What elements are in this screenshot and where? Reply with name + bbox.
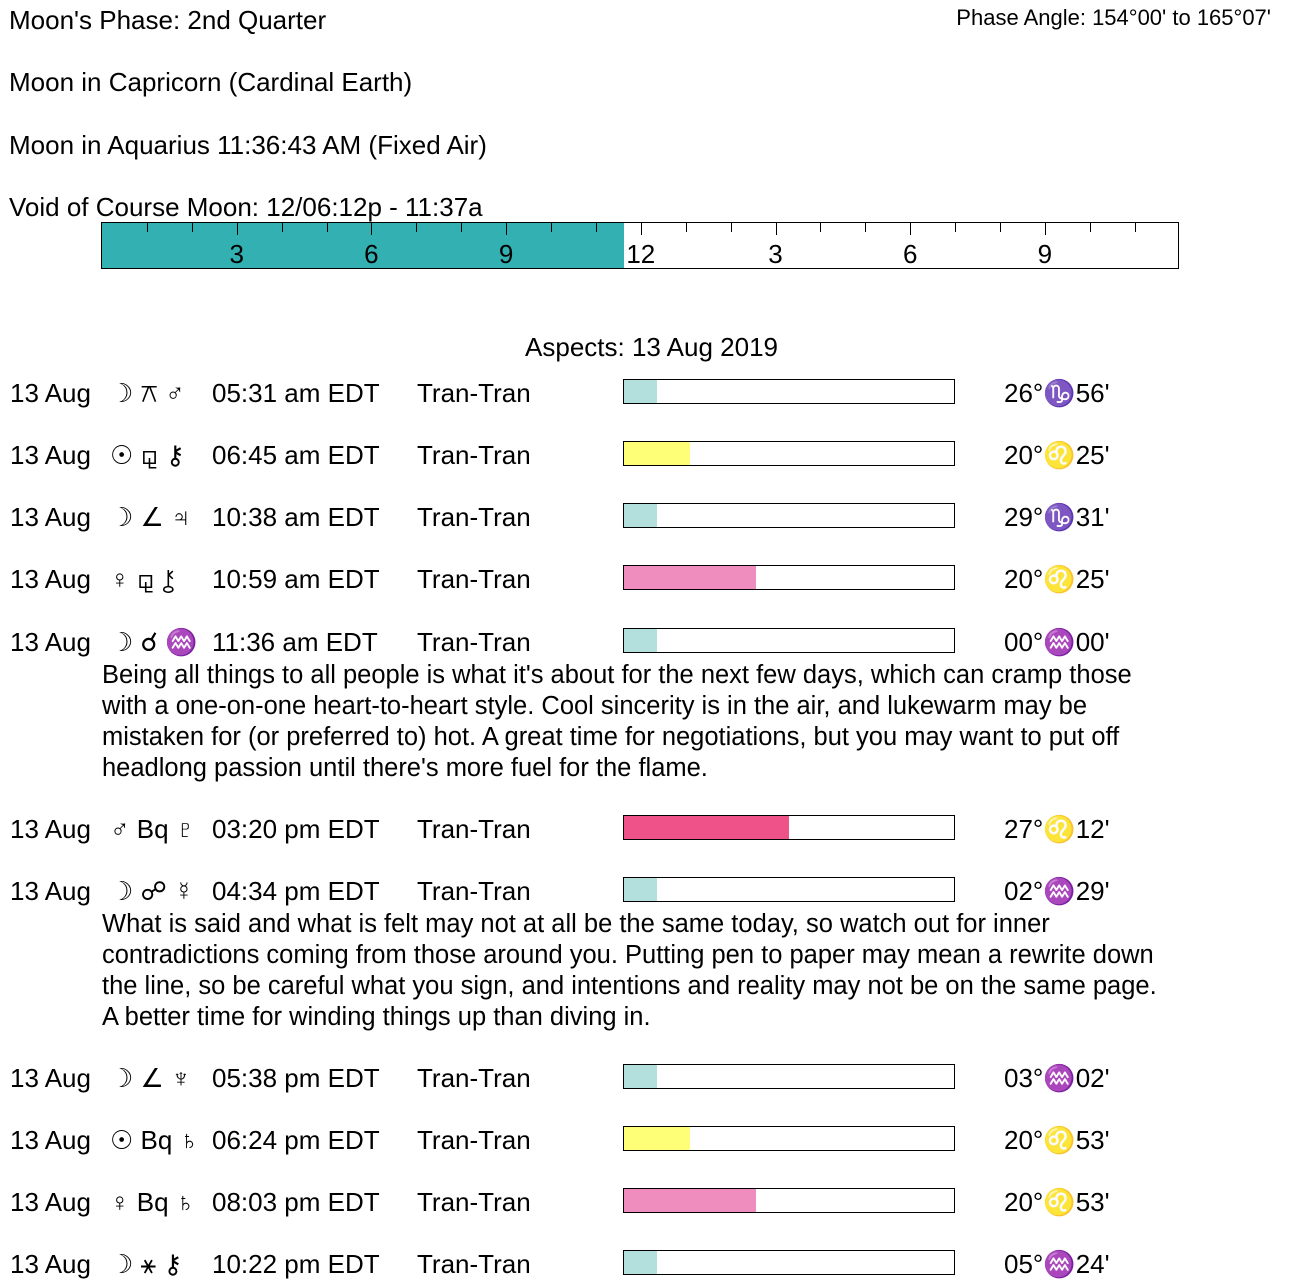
moon-sign-aquarius: Moon in Aquarius 11:36:43 AM (Fixed Air)	[9, 130, 487, 160]
aspect-time: 10:59 am EDT	[212, 564, 380, 594]
timeline-tick	[820, 223, 821, 232]
interpretation-line: mistaken for (or preferred to) hot. A great time for negotiations, but you may want to put off	[102, 723, 1120, 751]
timeline-hour-label: 12	[626, 239, 656, 269]
timeline-tick	[1090, 223, 1091, 232]
aspect-strength-bar	[623, 877, 955, 902]
aspect-strength-bar	[623, 628, 955, 653]
timeline-hour-label: 3	[229, 239, 244, 269]
interpretation-line: the line, so be careful what you sign, and intentions and reality may not be on the same page.	[102, 972, 1157, 1000]
aspect-glyphs: ♀ ⚼ ⚷	[110, 564, 175, 594]
aspect-strength-fill	[624, 1189, 756, 1212]
aspect-type: Tran-Tran	[417, 378, 531, 408]
aspect-date: 13 Aug	[10, 502, 91, 532]
aspect-type: Tran-Tran	[417, 440, 531, 470]
timeline-tick	[910, 223, 911, 235]
timeline-tick	[1045, 223, 1046, 235]
interpretation-line: A better time for winding things up than diving in.	[102, 1003, 651, 1031]
aspect-date: 13 Aug	[10, 1249, 91, 1279]
aspect-position: 02°♒29'	[1004, 876, 1110, 906]
aspect-strength-fill	[624, 566, 756, 589]
aspect-type: Tran-Tran	[417, 814, 531, 844]
aspect-time: 11:36 am EDT	[212, 627, 378, 657]
aspect-row	[0, 378, 1303, 412]
aspect-date: 13 Aug	[10, 440, 91, 470]
aspect-strength-fill	[624, 1127, 690, 1150]
aspect-strength-fill	[624, 816, 789, 839]
moon-sign-capricorn: Moon in Capricorn (Cardinal Earth)	[9, 67, 413, 97]
aspect-position: 03°♒02'	[1004, 1063, 1110, 1093]
timeline-hour-label: 6	[364, 239, 379, 269]
aspect-date: 13 Aug	[10, 1125, 91, 1155]
timeline-tick	[327, 223, 328, 232]
interpretation-line: Being all things to all people is what it's about for the next few days, which can cramp those	[102, 661, 1132, 689]
aspect-position: 00°♒00'	[1004, 627, 1110, 657]
timeline-tick	[955, 223, 956, 232]
aspect-strength-fill	[624, 629, 657, 652]
aspect-row	[0, 1063, 1303, 1097]
aspect-strength-bar	[623, 815, 955, 840]
aspect-glyphs: ☽ ☌ ♒	[110, 627, 198, 657]
aspect-glyphs: ☉ Bq ♄	[110, 1125, 200, 1155]
timeline-tick	[147, 223, 148, 232]
aspect-position: 20°♌53'	[1004, 1125, 1110, 1155]
aspect-row	[0, 564, 1303, 598]
aspects-title: Aspects: 13 Aug 2019	[525, 332, 778, 362]
aspect-strength-bar	[623, 503, 955, 528]
timeline-tick	[776, 223, 777, 235]
void-of-course: Void of Course Moon: 12/06:12p - 11:37a	[9, 192, 483, 222]
timeline-hour-label: 9	[498, 239, 514, 269]
aspect-type: Tran-Tran	[417, 876, 531, 906]
aspect-position: 29°♑31'	[1004, 502, 1110, 532]
timeline-tick	[282, 223, 283, 232]
aspect-date: 13 Aug	[10, 378, 91, 408]
interpretation-line: with a one-on-one heart-to-heart style. Cool sincerity is in the air, and lukewarm may be	[102, 692, 1088, 720]
timeline-hour-label: 6	[902, 239, 918, 269]
aspect-position: 26°♑56'	[1004, 378, 1110, 408]
aspect-glyphs: ☽ ∠ ♆	[110, 1063, 191, 1093]
timeline-tick	[192, 223, 193, 232]
aspect-strength-fill	[624, 380, 657, 403]
aspect-strength-bar	[623, 441, 955, 466]
interpretation-line: headlong passion until there's more fuel for the flame.	[102, 754, 708, 782]
timeline-tick	[731, 223, 732, 232]
timeline-tick	[686, 223, 687, 232]
timeline-hour-label: 9	[1037, 239, 1053, 269]
aspect-glyphs: ☽ ⚹ ⚷	[110, 1249, 183, 1279]
aspect-strength-bar	[623, 379, 955, 404]
aspect-glyphs: ♂ Bq ♇	[110, 814, 196, 844]
aspect-position: 05°♒24'	[1004, 1249, 1110, 1279]
aspect-type: Tran-Tran	[417, 1249, 531, 1279]
aspect-glyphs: ♀ Bq ♄	[110, 1187, 196, 1217]
aspect-strength-bar	[623, 565, 955, 590]
aspect-row	[0, 1249, 1303, 1283]
timeline-tick	[596, 223, 597, 232]
aspect-row	[0, 502, 1303, 536]
aspect-time: 08:03 pm EDT	[212, 1187, 380, 1217]
aspect-strength-fill	[624, 878, 657, 901]
aspect-strength-fill	[624, 442, 690, 465]
aspect-time: 03:20 pm EDT	[212, 814, 380, 844]
moon-phase: Moon's Phase: 2nd Quarter	[9, 5, 327, 35]
aspect-time: 10:38 am EDT	[212, 502, 380, 532]
aspect-time: 04:34 pm EDT	[212, 876, 380, 906]
timeline-tick	[641, 223, 642, 235]
aspect-position: 20°♌25'	[1004, 440, 1110, 470]
aspect-time: 06:45 am EDT	[212, 440, 380, 470]
aspect-strength-fill	[624, 504, 657, 527]
timeline-tick	[237, 223, 238, 235]
aspect-glyphs: ☽ ☍ ☿	[110, 876, 194, 906]
aspect-type: Tran-Tran	[417, 1187, 531, 1217]
interpretation-line: contradictions coming from those around you. Putting pen to paper may mean a rewrite down	[102, 941, 1154, 969]
aspect-position: 20°♌25'	[1004, 564, 1110, 594]
aspect-type: Tran-Tran	[417, 564, 531, 594]
aspect-glyphs: ☉ ⚼ ⚷	[110, 440, 185, 470]
aspect-date: 13 Aug	[10, 1063, 91, 1093]
aspect-row	[0, 814, 1303, 848]
timeline-tick	[865, 223, 866, 232]
void-of-course-timeline	[101, 222, 1179, 269]
aspect-row	[0, 627, 1303, 661]
aspect-glyphs: ☽ ∠ ♃	[110, 502, 191, 532]
aspect-strength-fill	[624, 1065, 657, 1088]
void-of-course-fill	[102, 223, 624, 268]
timeline-tick	[371, 223, 372, 235]
aspect-position: 27°♌12'	[1004, 814, 1110, 844]
timeline-hour-label: 3	[768, 239, 783, 269]
aspect-date: 13 Aug	[10, 564, 91, 594]
aspect-date: 13 Aug	[10, 814, 91, 844]
aspect-type: Tran-Tran	[417, 1063, 531, 1093]
timeline-tick	[551, 223, 552, 232]
aspect-date: 13 Aug	[10, 1187, 91, 1217]
aspect-row	[0, 1125, 1303, 1159]
aspect-type: Tran-Tran	[417, 1125, 531, 1155]
aspect-strength-bar	[623, 1188, 955, 1213]
phase-angle: Phase Angle: 154°00' to 165°07'	[956, 5, 1271, 30]
aspect-row	[0, 876, 1303, 910]
timeline-tick	[461, 223, 462, 232]
aspect-strength-fill	[624, 1251, 657, 1274]
timeline-tick	[506, 223, 507, 235]
aspect-strength-bar	[623, 1126, 955, 1151]
aspect-time: 05:38 pm EDT	[212, 1063, 380, 1093]
timeline-tick	[416, 223, 417, 232]
aspect-date: 13 Aug	[10, 876, 91, 906]
aspect-position: 20°♌53'	[1004, 1187, 1110, 1217]
aspect-glyphs: ☽ ⚻ ♂	[110, 378, 185, 408]
timeline-tick	[1000, 223, 1001, 232]
aspect-strength-bar	[623, 1064, 955, 1089]
timeline-tick	[1135, 223, 1136, 232]
aspect-strength-bar	[623, 1250, 955, 1275]
aspect-type: Tran-Tran	[417, 502, 531, 532]
aspect-date: 13 Aug	[10, 627, 91, 657]
aspect-time: 10:22 pm EDT	[212, 1249, 380, 1279]
aspect-row	[0, 440, 1303, 474]
interpretation-line: What is said and what is felt may not at all be the same today, so watch out for inner	[102, 910, 1050, 938]
aspect-interpretation	[102, 660, 1282, 784]
aspect-row	[0, 1187, 1303, 1221]
aspect-type: Tran-Tran	[417, 627, 531, 657]
aspect-interpretation	[102, 909, 1282, 1033]
aspect-time: 05:31 am EDT	[212, 378, 380, 408]
aspect-time: 06:24 pm EDT	[212, 1125, 380, 1155]
